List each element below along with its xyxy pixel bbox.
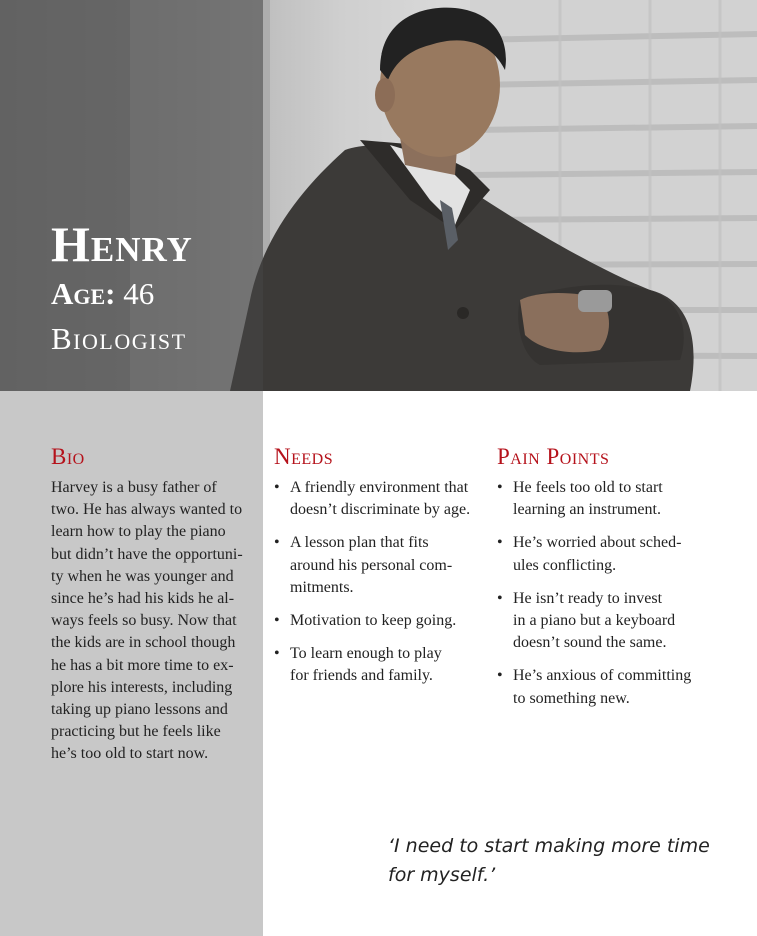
needs-item-line: • A friendly environment that: [290, 479, 469, 496]
age-value: 46: [123, 276, 155, 311]
needs-item-line: • Motivation to keep going.: [290, 612, 457, 630]
bio-line: the kids are in school though: [51, 634, 236, 652]
pain-point-item: [497, 477, 691, 521]
needs-item-line: mitments.: [290, 578, 354, 596]
needs-item: [274, 477, 470, 521]
pain-point-line: • He’s anxious of committing: [513, 667, 692, 685]
needs-item-line: • A lesson plan that fits: [290, 534, 429, 552]
needs-item-line: around his personal com-: [290, 556, 453, 574]
pain-point-line: • He feels too old to start: [513, 479, 663, 496]
pain-point-line: in a piano but a keyboard: [513, 612, 676, 630]
persona-age: [51, 276, 154, 312]
bio-line: Harvey is a busy father of: [51, 479, 217, 496]
pain-point-line: learning an instrument.: [513, 501, 661, 519]
pain-point-line: • He isn’t ready to invest: [513, 589, 663, 607]
pain-point-line: to something new.: [513, 689, 630, 707]
needs-item: [274, 532, 470, 599]
pain-points-heading: Pain Points: [497, 444, 610, 469]
persona-name: Henry: [51, 216, 193, 272]
bio-line: two. He has always wanted to: [51, 501, 243, 519]
quote-line: ‘I need to start making more time: [388, 835, 710, 857]
pain-points-list: [497, 477, 691, 721]
pain-point-item: [497, 588, 691, 655]
quote-line: for myself.’: [388, 864, 496, 886]
needs-list: [274, 477, 470, 699]
age-label: Age:: [51, 276, 116, 311]
persona-quote: [388, 832, 710, 890]
pain-point-line: • He’s worried about sched-: [513, 534, 682, 552]
bio-text: [51, 477, 258, 766]
bio-line: plore his interests, including: [51, 678, 233, 696]
bio-line: learn how to play the piano: [51, 523, 226, 541]
needs-heading: Needs: [274, 444, 334, 469]
needs-item-line: doesn’t discriminate by age.: [290, 501, 471, 519]
bio-heading: Bio: [51, 444, 85, 469]
pain-point-item: [497, 532, 691, 576]
pain-point-line: doesn’t sound the same.: [513, 634, 667, 652]
needs-item: [274, 610, 470, 632]
hero-photo-banner: [0, 0, 757, 391]
bio-line: he has a bit more time to ex-: [51, 656, 234, 674]
bio-line: taking up piano lessons and: [51, 701, 228, 719]
needs-item: [274, 643, 470, 687]
persona-occupation: Biologist: [51, 321, 187, 356]
bio-line: but didn’t have the opportuni-: [51, 545, 243, 563]
pain-point-item: [497, 665, 691, 709]
bio-line: since he’s had his kids he al-: [51, 590, 235, 608]
pain-point-line: ules conflicting.: [513, 556, 617, 574]
bio-line: practicing but he feels like: [51, 723, 221, 741]
needs-item-line: • To learn enough to play: [290, 645, 442, 663]
needs-item-line: for friends and family.: [290, 667, 433, 685]
bio-line: ways feels so busy. Now that: [51, 612, 237, 630]
bio-line: ty when he was younger and: [51, 567, 234, 585]
bio-line: he’s too old to start now.: [51, 745, 209, 763]
